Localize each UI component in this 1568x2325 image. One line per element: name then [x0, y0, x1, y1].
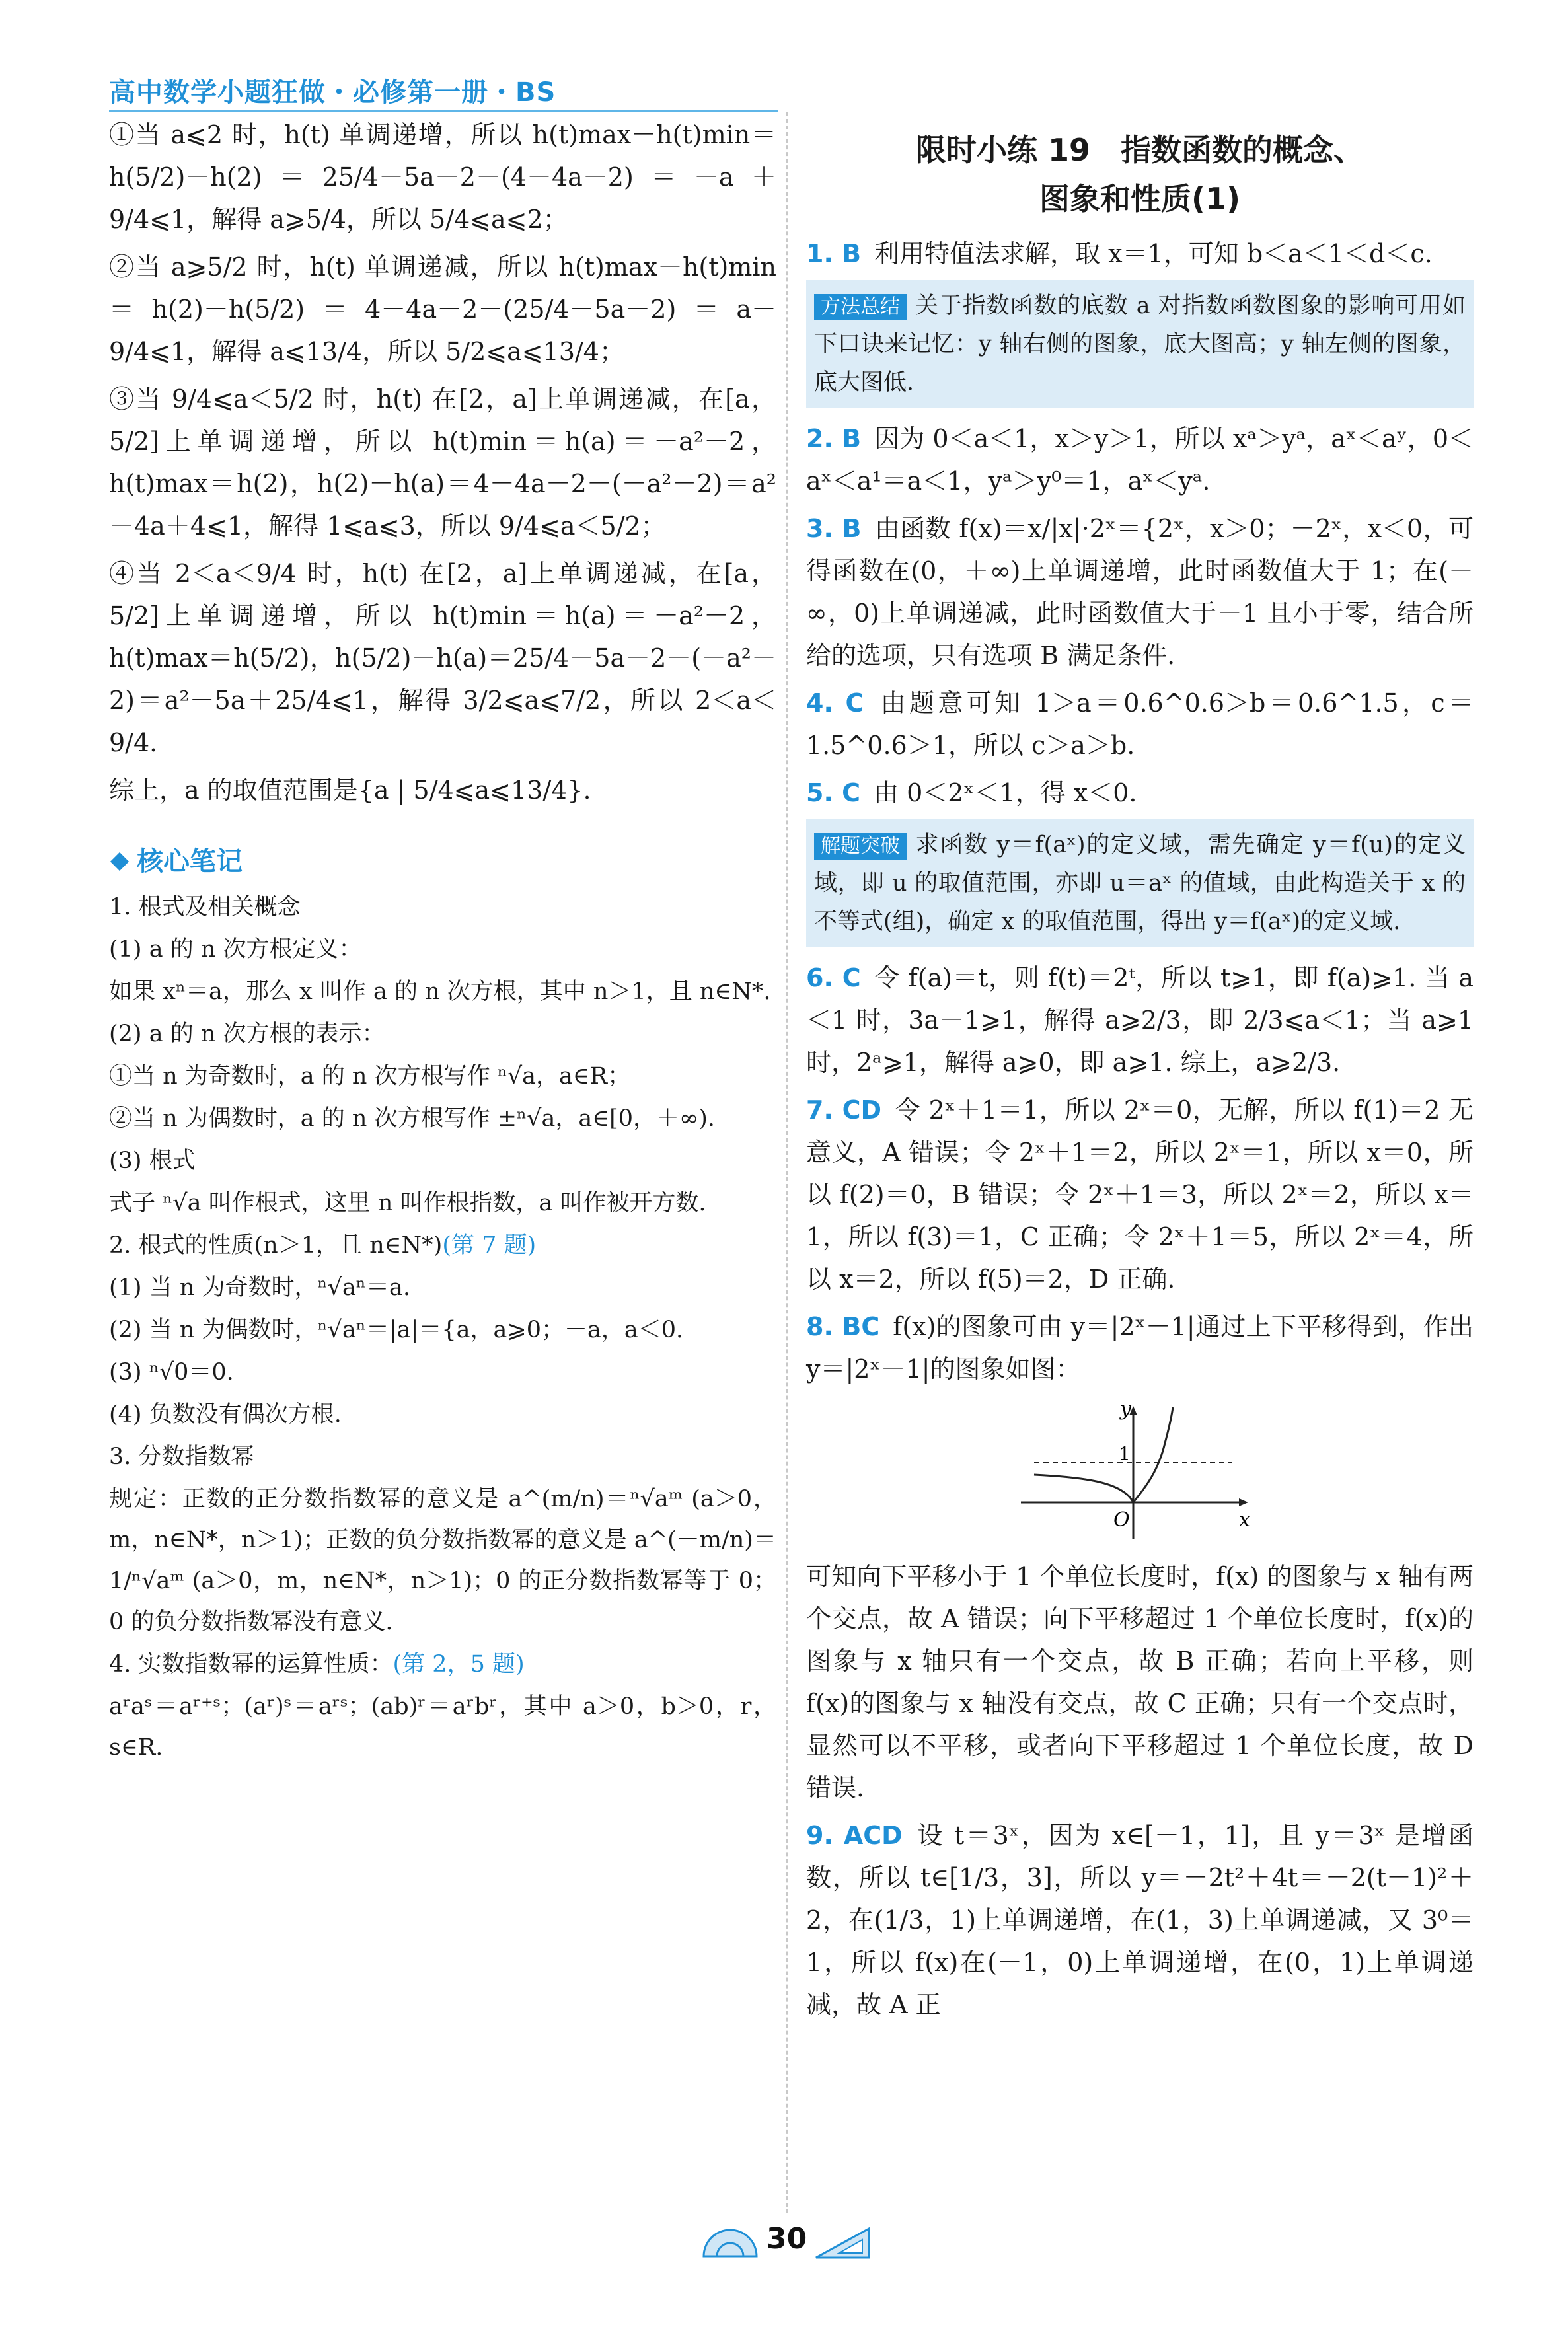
question-ref: (第 2，5 题)	[392, 1651, 525, 1678]
conclusion-paragraph: 综上，a 的取值范围是{a | 5/4⩽a⩽13/4}.	[109, 776, 591, 805]
answer-number: 9. ACD	[806, 1821, 903, 1850]
section-title	[806, 126, 1474, 223]
answer-item-continued	[806, 1555, 1474, 1809]
case-4-paragraph: ④当 2＜a＜9/4 时，h(t) 在[2，a]上单调递减，在[a，5/2]上单调递增，所以 h(t)min＝h(a)＝－a²－2，h(t)max＝h(5/2)，h(5/2)－h(a)＝25/4－5a－2－(－a²－2)＝a²－5a＋25/4⩽1，解得 3/2⩽a⩽7/2，所以 2＜a＜9/4.	[109, 559, 776, 757]
note-line: (1) 当 n 为奇数时，ⁿ√aⁿ＝a.	[109, 1274, 410, 1301]
method-summary-box	[806, 280, 1474, 408]
answer-text: 令 f(a)＝t，则 f(t)＝2ᵗ，所以 t⩾1，即 f(a)⩾1. 当 a＜1 时，3a－1⩾1，解得 a⩾2/3，即 2/3⩽a＜1；当 a⩾1 时，2ᵃ⩾1，解得 a⩾0，即 a⩾1. 综上，a⩾2/3.	[806, 963, 1474, 1077]
section-title-line2: 图象和性质(1)	[1039, 181, 1241, 217]
note-line: (3) 根式	[109, 1148, 196, 1174]
answer-text: f(x)的图象可由 y＝|2ˣ－1|通过上下平移得到，作出 y＝|2ˣ－1|的图象如图：	[806, 1312, 1474, 1384]
note-text: 4. 实数指数幂的运算性质：	[109, 1651, 393, 1678]
tick-label-1: 1	[1119, 1443, 1131, 1465]
answer-text: 设 t＝3ˣ，因为 x∈[－1，1]，且 y＝3ˣ 是增函数，所以 t∈[1/3，3]，所以 y＝－2t²＋4t＝－2(t－1)²＋2，在(1/3，1)上单调递增，在(1，3)上单调递减，又 3⁰＝1，所以 f(x)在(－1，0)上单调递增，在(0，1)上单调递减，故 A 正	[806, 1821, 1474, 2019]
origin-label: O	[1113, 1508, 1130, 1532]
set-square-icon	[813, 2223, 872, 2263]
answer-text: 令 2ˣ＋1＝1，所以 2ˣ＝0，无解，所以 f(1)＝2 无意义，A 错误；令 2ˣ＋1＝2，所以 2ˣ＝1，所以 x＝0，所以 f(2)＝0，B 错误；令 2ˣ＋1＝3，所以 2ˣ＝2，所以 x＝1，所以 f(3)＝1，C 正确；令 2ˣ＋1＝5，所以 2ˣ＝4，所以 x＝2，所以 f(5)＝2，D 正确.	[806, 1095, 1474, 1294]
section-title-line1: 限时小练 19 指数函数的概念、	[915, 132, 1364, 168]
answer-item	[806, 233, 1474, 275]
y-axis-label: y	[1120, 1397, 1131, 1421]
answer-number: 2. B	[806, 424, 862, 453]
note-line: (3) ⁿ√0＝0.	[109, 1359, 234, 1385]
answer-number: 4. C	[806, 688, 864, 718]
note-line: aʳaˢ＝aʳ⁺ˢ；(aʳ)ˢ＝aʳˢ；(ab)ʳ＝aʳbʳ，其中 a＞0，b＞0，r，s∈R.	[109, 1693, 776, 1761]
answer-item	[806, 1306, 1474, 1390]
note-line: ①当 n 为奇数时，a 的 n 次方根写作 ⁿ√a，a∈R；	[109, 1063, 631, 1089]
answer-item	[806, 772, 1474, 814]
method-summary-text: 关于指数函数的底数 a 对指数函数图象的影响可用如下口诀来记忆：y 轴右侧的图象，底大图高；y 轴左侧的图象，底大图低.	[814, 293, 1466, 396]
case-2-paragraph: ②当 a⩾5/2 时，h(t) 单调递减，所以 h(t)max－h(t)min＝h(2)－h(5/2)＝4－4a－2－(25/4－5a－2)＝a－9/4⩽1，解得 a⩽13/4，所以 5/2⩽a⩽13/4；	[109, 252, 776, 366]
core-notes	[109, 887, 776, 1768]
note-text: 2. 根式的性质(n＞1，且 n∈N*)	[109, 1232, 443, 1259]
abs-exp-graph	[1014, 1397, 1265, 1549]
answer-number: 7. CD	[806, 1095, 882, 1125]
answer-number: 6. C	[806, 963, 861, 992]
x-axis-label: x	[1239, 1508, 1250, 1532]
solution-breakthrough-text: 求函数 y＝f(aˣ)的定义域，需先确定 y＝f(u)的定义域，即 u 的取值范围，亦即 u＝aˣ 的值域，由此构造关于 x 的不等式(组)，确定 x 的取值范围，得出 y＝f(aˣ)的定义域.	[814, 832, 1466, 935]
answer-text: 可知向下平移小于 1 个单位长度时，f(x) 的图象与 x 轴有两个交点，故 A 错误；向下平移超过 1 个单位长度时，f(x)的图象与 x 轴只有一个交点，故 B 正确；若向上平移，则 f(x)的图象与 x 轴没有交点，故 C 正确；只有一个交点时，显然可以不平移，或者向下平移超过 1 个单位长度，故 D 错误.	[806, 1562, 1474, 1802]
core-notes-label: 核心笔记	[137, 846, 243, 877]
left-column	[109, 114, 776, 1769]
answer-item	[806, 507, 1474, 677]
note-line: (2) 当 n 为偶数时，ⁿ√aⁿ＝|a|＝{a，a⩾0；－a，a＜0.	[109, 1317, 684, 1343]
answer-item	[806, 1089, 1474, 1300]
solution-breakthrough-box	[806, 819, 1474, 947]
answer-item	[806, 418, 1474, 502]
note-line: ②当 n 为偶数时，a 的 n 次方根写作 ±ⁿ√a，a∈[0，＋∞).	[109, 1105, 715, 1132]
answer-item	[806, 957, 1474, 1084]
note-line: (1) a 的 n 次方根定义：	[109, 936, 362, 963]
page-number: 30	[766, 2222, 807, 2256]
page-footer	[0, 2217, 1568, 2270]
note-line: 式子 ⁿ√a 叫作根式，这里 n 叫作根指数，a 叫作被开方数.	[109, 1190, 706, 1216]
x-axis-arrow	[1239, 1498, 1248, 1506]
core-notes-heading	[109, 840, 776, 883]
note-line: (4) 负数没有偶次方根.	[109, 1401, 342, 1428]
answer-item	[806, 682, 1474, 766]
note-line: 规定：正数的正分数指数幂的意义是 a^(m/n)＝ⁿ√aᵐ (a＞0，m，n∈N*，n＞1)；正数的负分数指数幂的意义是 a^(－m/n)＝1/ⁿ√aᵐ (a＞0，m，n∈N*，n＞1)；0 的正分数指数幂等于 0；0 的负分数指数幂没有意义.	[109, 1486, 776, 1635]
note-line	[109, 1225, 776, 1266]
answer-number: 5. C	[806, 778, 860, 807]
note-line: 3. 分数指数幂	[109, 1444, 254, 1470]
answer-text: 由函数 f(x)＝x/|x|·2ˣ＝{2ˣ，x＞0；－2ˣ，x＜0，可得函数在(0，＋∞)上单调递增，此时函数值大于 1；在(－∞，0)上单调递减，此时函数值大于－1 且小于零，结合所给的选项，只有选项 B 满足条件.	[806, 514, 1474, 670]
note-line: (2) a 的 n 次方根的表示：	[109, 1021, 385, 1047]
answer-text: 由题意可知 1＞a＝0.6^0.6＞b＝0.6^1.5，c＝1.5^0.6＞1，所以 c＞a＞b.	[806, 688, 1474, 760]
right-column	[806, 114, 1474, 2031]
answer-number: 1. B	[806, 239, 862, 268]
answer-number: 8. BC	[806, 1312, 880, 1341]
column-divider	[786, 112, 788, 2213]
answer-text: 因为 0＜a＜1，x＞y＞1，所以 xᵃ＞yᵃ，aˣ＜aʸ，0＜aˣ＜a¹＝a＜1，yᵃ＞y⁰＝1，aˣ＜yᵃ.	[806, 424, 1474, 496]
answer-text: 由 0＜2ˣ＜1，得 x＜0.	[874, 778, 1137, 807]
solution-breakthrough-tag: 解题突破	[814, 833, 907, 860]
answer-number: 3. B	[806, 514, 862, 543]
diamond-icon	[110, 852, 129, 871]
header-rule	[109, 110, 778, 112]
answer-text: 利用特值法求解，取 x＝1，可知 b＜a＜1＜d＜c.	[874, 239, 1433, 268]
note-line	[109, 1644, 776, 1685]
answer-item	[806, 1814, 1474, 2026]
curve-abs-2x-minus-1	[1034, 1407, 1173, 1502]
protractor-icon	[700, 2223, 760, 2263]
method-summary-tag: 方法总结	[814, 294, 907, 320]
note-line: 如果 xⁿ＝a，那么 x 叫作 a 的 n 次方根，其中 n＞1，且 n∈N*.	[109, 978, 771, 1005]
question-ref: (第 7 题)	[442, 1232, 537, 1259]
note-line: 1. 根式及相关概念	[109, 894, 301, 920]
case-1-paragraph: ①当 a⩽2 时，h(t) 单调递增，所以 h(t)max－h(t)min＝h(5/2)－h(2)＝25/4－5a－2－(4－4a－2)＝－a＋9/4⩽1，解得 a⩾5/4，所以 5/4⩽a⩽2；	[109, 120, 776, 234]
series-header: 高中数学小题狂做・必修第一册・BS	[109, 77, 556, 108]
case-3-paragraph: ③当 9/4⩽a＜5/2 时，h(t) 在[2，a]上单调递减，在[a，5/2]上单调递增，所以 h(t)min＝h(a)＝－a²－2，h(t)max＝h(2)，h(2)－h(a)＝4－4a－2－(－a²－2)＝a²－4a＋4⩽1，解得 1⩽a⩽3，所以 9/4⩽a＜5/2；	[109, 385, 776, 540]
